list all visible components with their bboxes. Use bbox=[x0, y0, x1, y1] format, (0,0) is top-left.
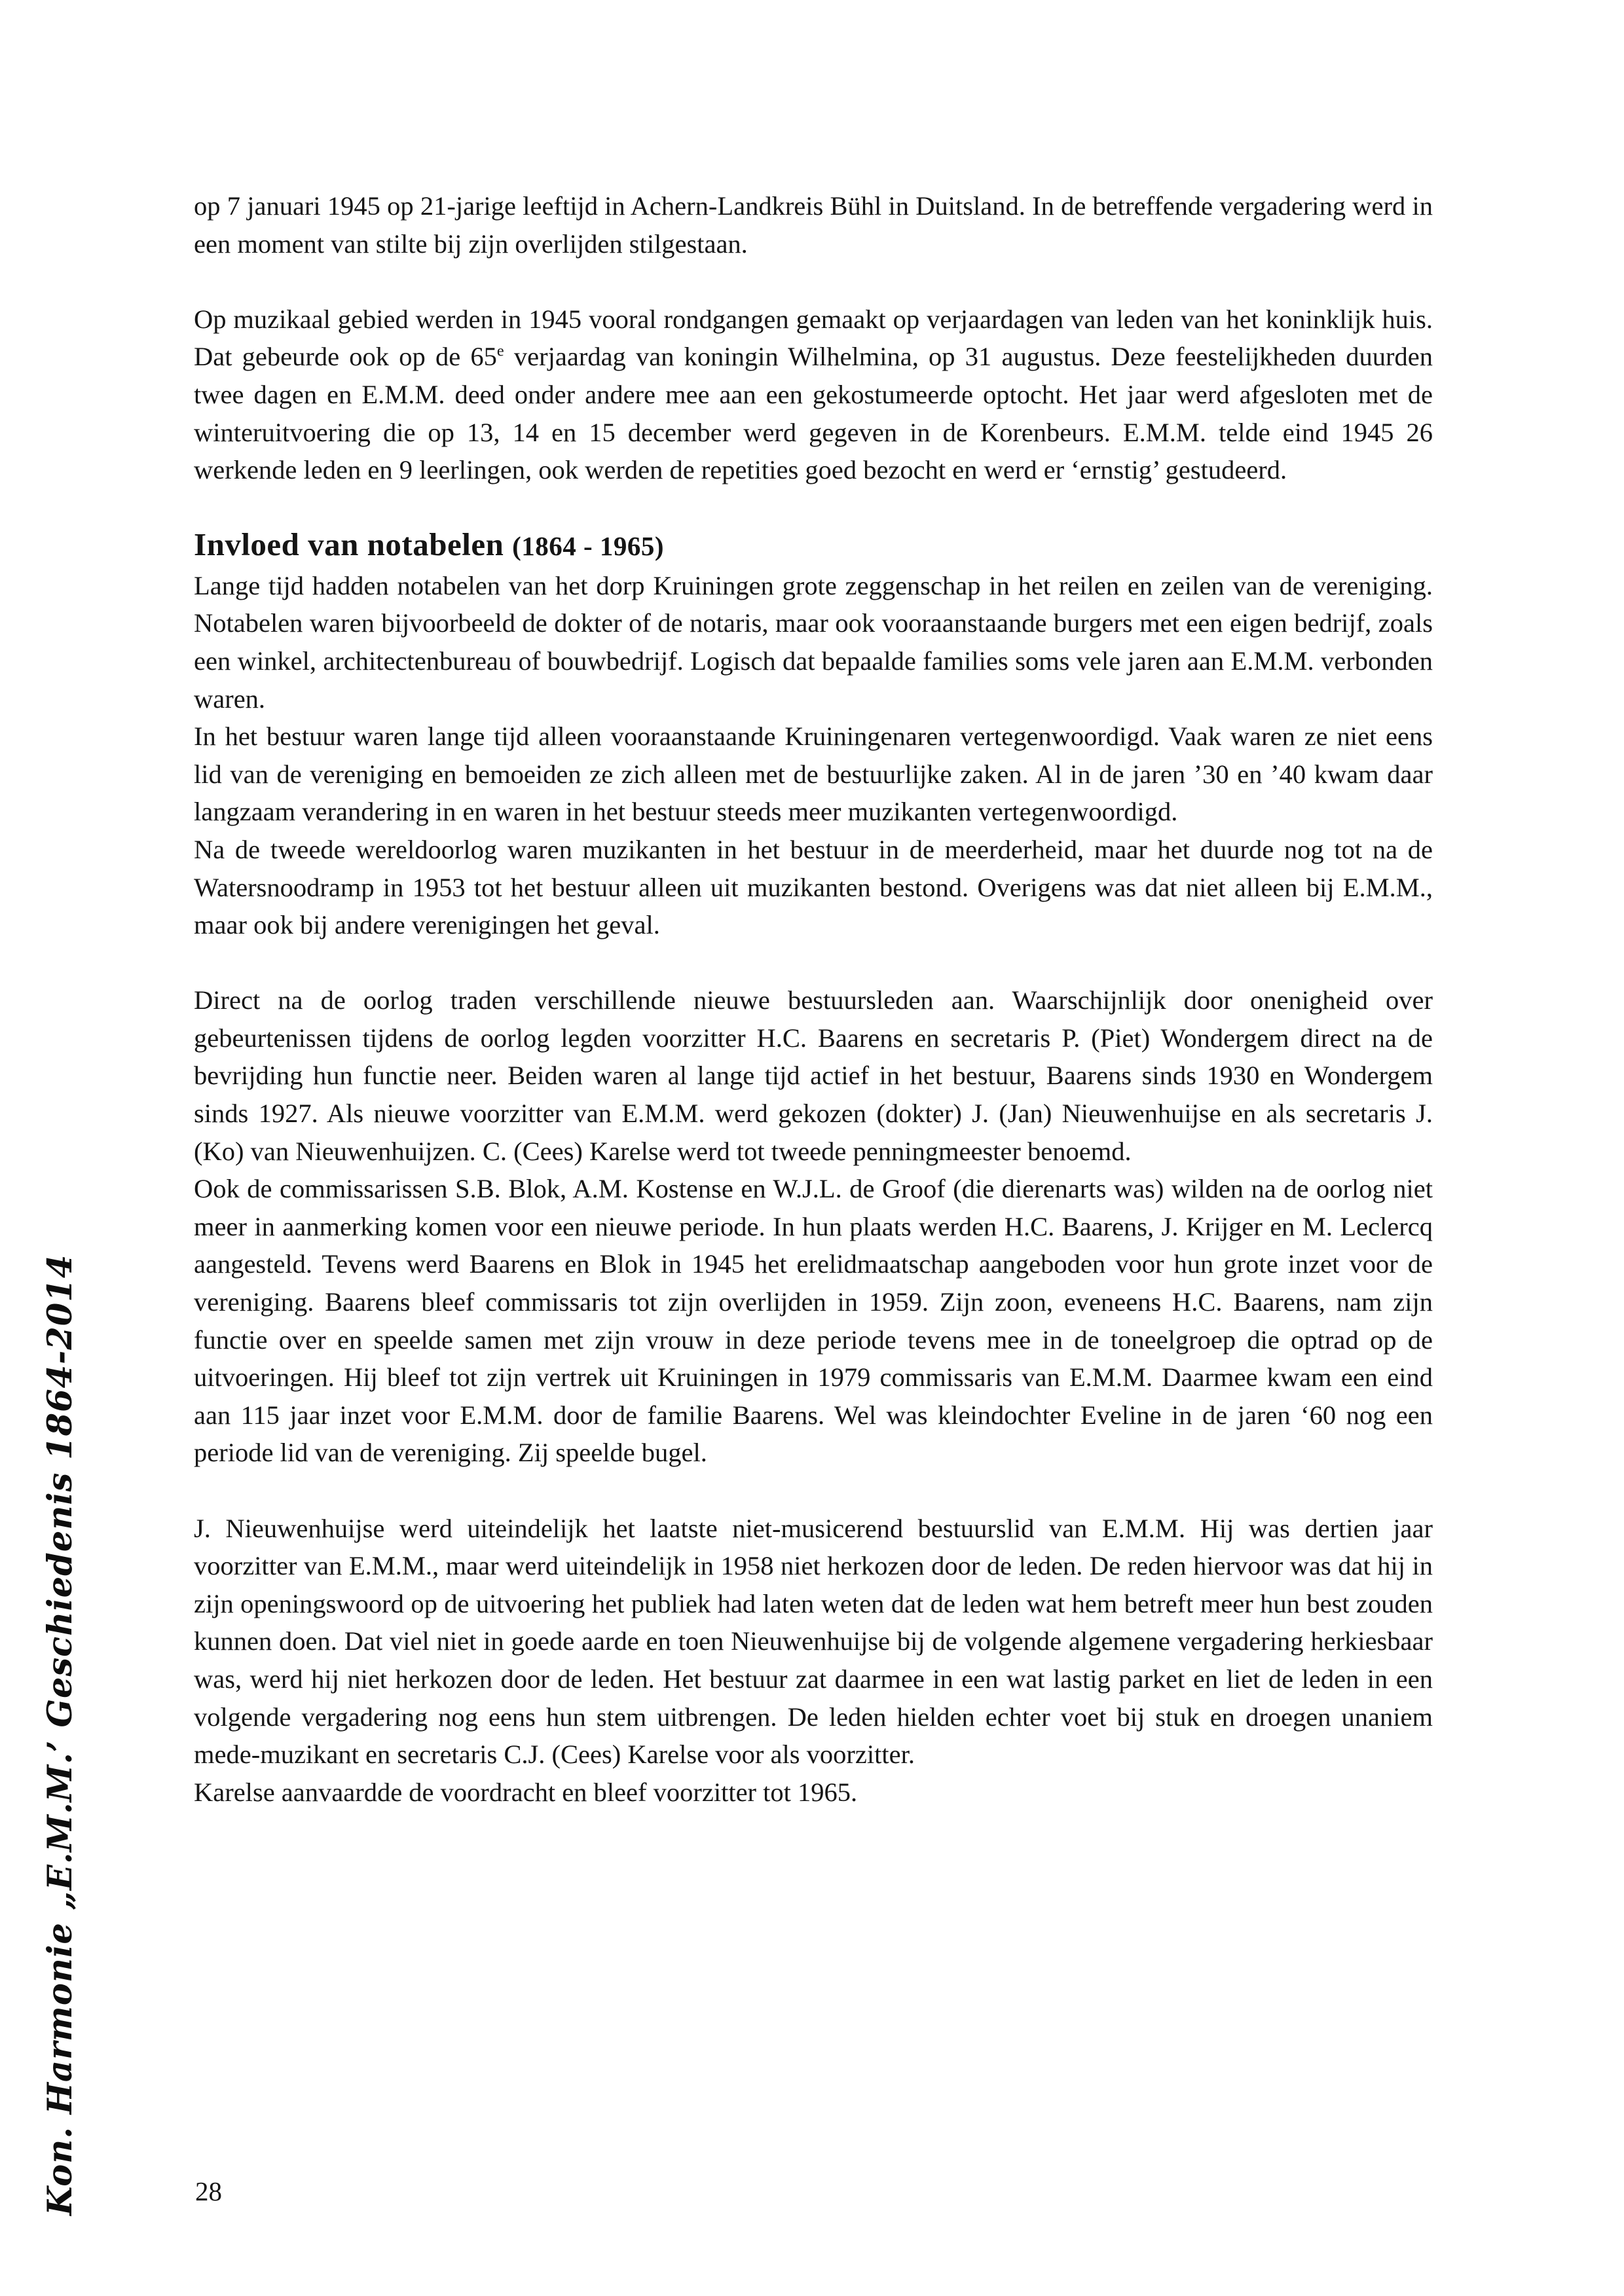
paragraph-bestuur: In het bestuur waren lange tijd alleen vooraanstaande Kruiningenaren vertegenwoordigd. Vaak waren ze niet eens lid van de vereniging en bemoeiden ze zich alleen met de bestuurlijke zaken. Al in de jaren ’30 en ’40 kwam daar langzaam verandering in en waren in het bestuur steeds meer muzikanten vertegenwoordigd. bbox=[194, 721, 1433, 827]
paragraph-music-1945 bbox=[194, 301, 1433, 489]
paragraph-commissarissen: Ook de commissarissen S.B. Blok, A.M. Kostense en W.J.L. de Groof (die dierenarts was) wilden na de oorlog niet meer in aanmerking komen voor een nieuwe periode. In hun plaats werden H.C. Baarens, J. Krijger en M. Leclercq aangesteld. Tevens werd Baarens en Blok in 1945 het erelidmaatschap aangeboden voor hun grote inzet voor de vereniging. Baarens bleef commissaris tot zijn overlijden in 1959. Zijn zoon, eveneens H.C. Baarens, nam zijn functie over en speelde samen met zijn vrouw in deze periode tevens mee in de toneelgroep die optrad op de uitvoeringen. Hij bleef tot zijn vertrek uit Kruiningen in 1979 commissaris van E.M.M. Daarmee kwam een eind aan 115 jaar inzet voor E.M.M. door de familie Baarens. Wel was kleindochter Eveline in de jaren ‘60 nog een periode lid van de vereniging. Zij speelde bugel. bbox=[194, 1174, 1433, 1468]
section-heading-title: Invloed van notabelen bbox=[194, 526, 504, 562]
section-heading-years: (1864 - 1965) bbox=[512, 530, 665, 561]
superscript-e: e bbox=[496, 342, 504, 360]
paragraph-naoorlog: Na de tweede wereldoorlog waren muzikanten in het bestuur in de meerderheid, maar het duurde nog tot na de Watersnoodramp in 1953 tot het bestuur alleen uit muzikanten bestond. Overigens was dat niet alleen bij E.M.M., maar ook bij andere verenigingen het geval. bbox=[194, 834, 1433, 940]
paragraph-music-after-sup: verjaardag van koningin Wilhelmina, op 31 augustus. Deze feestelijkheden duurden twee dagen en E.M.M. deed onder andere mee aan een gekostumeerde optocht. Het jaar werd afgesloten met de winteruitvoering die op 13, 14 en 15 december werd gegeven in de Korenbeurs. E.M.M. telde eind 1945 26 werkende leden en 9 leerlingen, ook werden de repetities goed bezocht en werd er ‘ernstig’ gestudeerd. bbox=[194, 342, 1433, 485]
paragraph-karelse: Karelse aanvaardde de voordracht en bleef voorzitter tot 1965. bbox=[194, 1777, 858, 1807]
section-heading bbox=[194, 525, 1433, 566]
sidebar-vertical-title: Kon. Harmonie „E.M.M.’ Geschiedenis 1864-2014 bbox=[41, 1254, 80, 2215]
paragraph-direct-na-oorlog: Direct na de oorlog traden verschillende nieuwe bestuursleden aan. Waarschijnlijk door onenigheid over gebeurtenissen tijdens de oorlog legden voorzitter H.C. Baarens en secretaris P. (Piet) Wondergem direct na de bevrijding hun functie neer. Beiden waren al lange tijd actief in het bestuur, Baarens sinds 1930 en Wondergem sinds 1927. Als nieuwe voorzitter van E.M.M. werd gekozen (dokter) J. (Jan) Nieuwenhuijse en als secretaris J. (Ko) van Nieuwenhuijzen. C. (Cees) Karelse werd tot tweede penningmeester benoemd. bbox=[194, 985, 1433, 1166]
paragraph-music-before-sup: Op muzikaal gebied werden in 1945 vooral rondgangen gemaakt op verjaardagen van leden van het koninklijk huis. Dat gebeurde ook op de 65 bbox=[194, 304, 1433, 372]
paragraph-intro: op 7 januari 1945 op 21-jarige leeftijd in Achern-Landkreis Bühl in Duitsland. In de betreffende vergadering werd in een moment van stilte bij zijn overlijden stilgestaan. bbox=[194, 191, 1433, 259]
paragraph-nieuwenhuijse: J. Nieuwenhuijse werd uiteindelijk het laatste niet-musicerend bestuurslid van E.M.M. Hij was dertien jaar voorzitter van E.M.M., maar werd uiteindelijk in 1958 niet herkozen door de leden. De reden hiervoor was dat hij in zijn openingswoord op de uitvoering het publiek had laten weten dat de leden wat hem betreft meer hun best zouden kunnen doen. Dat viel niet in goede aarde en toen Nieuwenhuijse bij de volgende algemene vergadering herkiesbaar was, werd hij niet herkozen door de leden. Het bestuur zat daarmee in een wat lastig parket en liet de leden in een volgende vergadering nog eens hun stem uitbrengen. De leden hielden echter voet bij stuk en droegen unaniem mede-muzikant en secretaris C.J. (Cees) Karelse voor als voorzitter. bbox=[194, 1513, 1433, 1770]
paragraph-notabelen: Lange tijd hadden notabelen van het dorp Kruiningen grote zeggenschap in het reilen en zeilen van de vereniging. Notabelen waren bijvoorbeeld de dokter of de notaris, maar ook vooraanstaande burgers met een eigen bedrijf, zoals een winkel, architectenbureau of bouwbedrijf. Logisch dat bepaalde families soms vele jaren aan E.M.M. verbonden waren. bbox=[194, 570, 1433, 714]
page-number: 28 bbox=[195, 2176, 222, 2206]
page-content bbox=[194, 187, 1433, 1811]
